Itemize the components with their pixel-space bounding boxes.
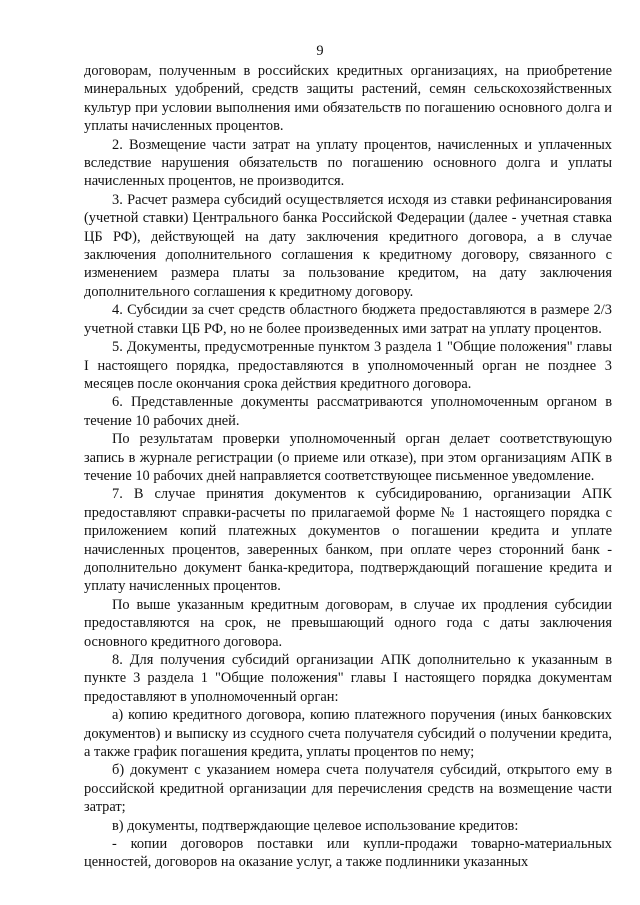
paragraph-continuation: договорам, полученным в российских кредитных организациях, на приобретение минеральных удобрений, средств защиты растений, семян сельскохозяйственных культур при условии выполнения ими обязательств по погашению основного долга и уплаты начисленных процентов. [84,63,612,135]
paragraph-item-5: 5. Документы, предусмотренные пунктом 3 раздела 1 "Общие положения" главы I настоящего порядка, предоставляются в уполномоченный орган не позднее 3 месяцев после окончания срока действия кредитного договора. [84,339,612,392]
paragraph-item-2: 2. Возмещение части затрат на уплату процентов, начисленных и уплаченных вследствие нарушения обязательств по погашению основного долга и уплаты начисленных процентов, не производится. [84,136,612,190]
document-body [84,62,612,872]
paragraph-item-7: 7. В случае принятия документов к субсидированию, организации АПК предоставляют справки-расчеты по прилагаемой форме № 1 настоящего порядка с приложением копий платежных документов о погашении кредита и уплате начисленных процентов, заверенных банком, при оплате через сторонний банк - дополнительно документ банка-кредитора, подтверждающий погашение кредита и уплату начисленных процентов. [84,486,612,595]
paragraph-subitem-a: а) копию кредитного договора, копию платежного поручения (иных банковских документов) и выписку из ссудного счета получателя субсидий о получении кредита, а также график погашения кредита, уплаты процентов по нему; [84,707,612,761]
paragraph-review-results: По результатам проверки уполномоченный орган делает соответствующую запись в журнале регистрации (о приеме или отказе), при этом организациям АПК в течение 10 рабочих дней направляется соответствующее письменное уведомление. [84,431,612,484]
paragraph-dash-item: - копии договоров поставки или купли-продажи товарно-материальных ценностей, договоров на оказание услуг, а также подлинники указанных [84,836,612,871]
paragraph-item-3: 3. Расчет размера субсидий осуществляется исходя из ставки рефинансирования (учетной ставки) Центрального банка Российской Федерации (далее - учетная ставка ЦБ РФ), действующей на дату заключения кредитного договора, а в случае заключения дополнительного соглашения к кредитному договору, связанного с изменением размера платы за пользование кредитом, на дату заключения дополнительного соглашения к кредитному договору. [84,191,612,300]
paragraph-item-4: 4. Субсидии за счет средств областного бюджета предоставляются в размере 2/3 учетной ставки ЦБ РФ, но не более произведенных ими затрат на уплату процентов. [84,302,612,337]
paragraph-subitem-v: в) документы, подтверждающие целевое использование кредитов: [112,817,519,834]
page-number: 9 [316,43,324,59]
paragraph-subitem-b: б) документ с указанием номера счета получателя субсидий, открытого ему в российской кредитной организации для перечисления средств на возмещение части затрат; [84,762,612,816]
paragraph-item-8: 8. Для получения субсидий организации АПК дополнительно к указанным в пункте 3 раздела 1 "Общие положения" главы I настоящего порядка документам предоставляют в уполномоченный орган: [84,652,612,705]
paragraph-extension: По выше указанным кредитным договорам, в случае их продления субсидии предоставляются на срок, не превышающий одного года с даты заключения основного кредитного договора. [84,596,612,650]
paragraph-item-6: 6. Представленные документы рассматриваются уполномоченным органом в течение 10 рабочих дней. [84,394,612,429]
